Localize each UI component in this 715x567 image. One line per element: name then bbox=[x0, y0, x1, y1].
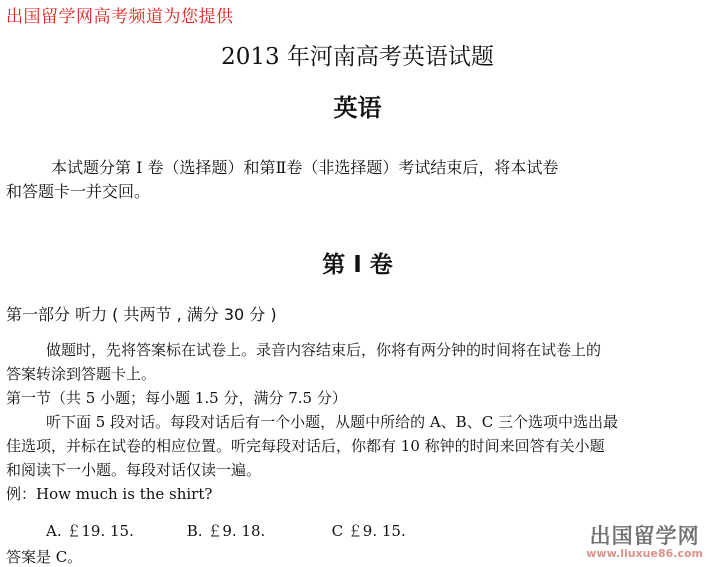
part-heading: 第一部分 听力 ( 共两节 , 满分 30 分 ) bbox=[6, 305, 277, 324]
intro-line-2: 和答题卡一并交回。 bbox=[6, 182, 151, 201]
instructions-line-2: 答案转涂到答题卡上。 bbox=[6, 365, 157, 383]
example-answer: 答案是 C。 bbox=[6, 548, 83, 566]
section-line-2: 佳选项，并标在试卷的相应位置。听完每段对话后，你都有 10 称钟的时间来回答有关小题 bbox=[6, 437, 605, 455]
section-line-3: 和阅读下一小题。每段对话仅读一遍。 bbox=[6, 461, 262, 479]
example-question: 例：How much is the shirt? bbox=[6, 485, 213, 503]
option-a: A. ￡19. 15. bbox=[46, 522, 134, 540]
subject-heading: 英语 bbox=[333, 94, 382, 122]
section-heading: 第一节（共 5 小题；每小题 1.5 分，满分 7.5 分） bbox=[6, 389, 347, 407]
site-watermark bbox=[586, 524, 703, 560]
exam-title: 2013 年河南高考英语试题 bbox=[221, 44, 494, 70]
instructions-line-1: 做题时，先将答案标在试卷上。录音内容结束后，你将有两分钟的时间将在试卷上的 bbox=[46, 341, 602, 359]
intro-line-1: 本试题分第 I 卷（选择题）和第Ⅱ卷（非选择题）考试结束后，将本试卷 bbox=[51, 158, 559, 177]
option-b: B. ￡9. 18. bbox=[186, 522, 266, 540]
watermark-url: www.liuxue86.com bbox=[586, 547, 703, 560]
example-options bbox=[46, 520, 406, 541]
instructions-paragraph bbox=[6, 338, 706, 506]
banner-link[interactable]: 出国留学网高考频道为您提供 bbox=[6, 7, 234, 27]
intro-paragraph bbox=[6, 156, 702, 204]
section-line-1: 听下面 5 段对话。每段对话后有一个小题，从题中所给的 A、B、C 三个选项中选出最 bbox=[46, 413, 618, 431]
volume-heading: 第 I 卷 bbox=[322, 252, 393, 278]
watermark-name: 出国留学网 bbox=[589, 524, 700, 548]
option-c: C ￡9. 15. bbox=[331, 522, 406, 540]
